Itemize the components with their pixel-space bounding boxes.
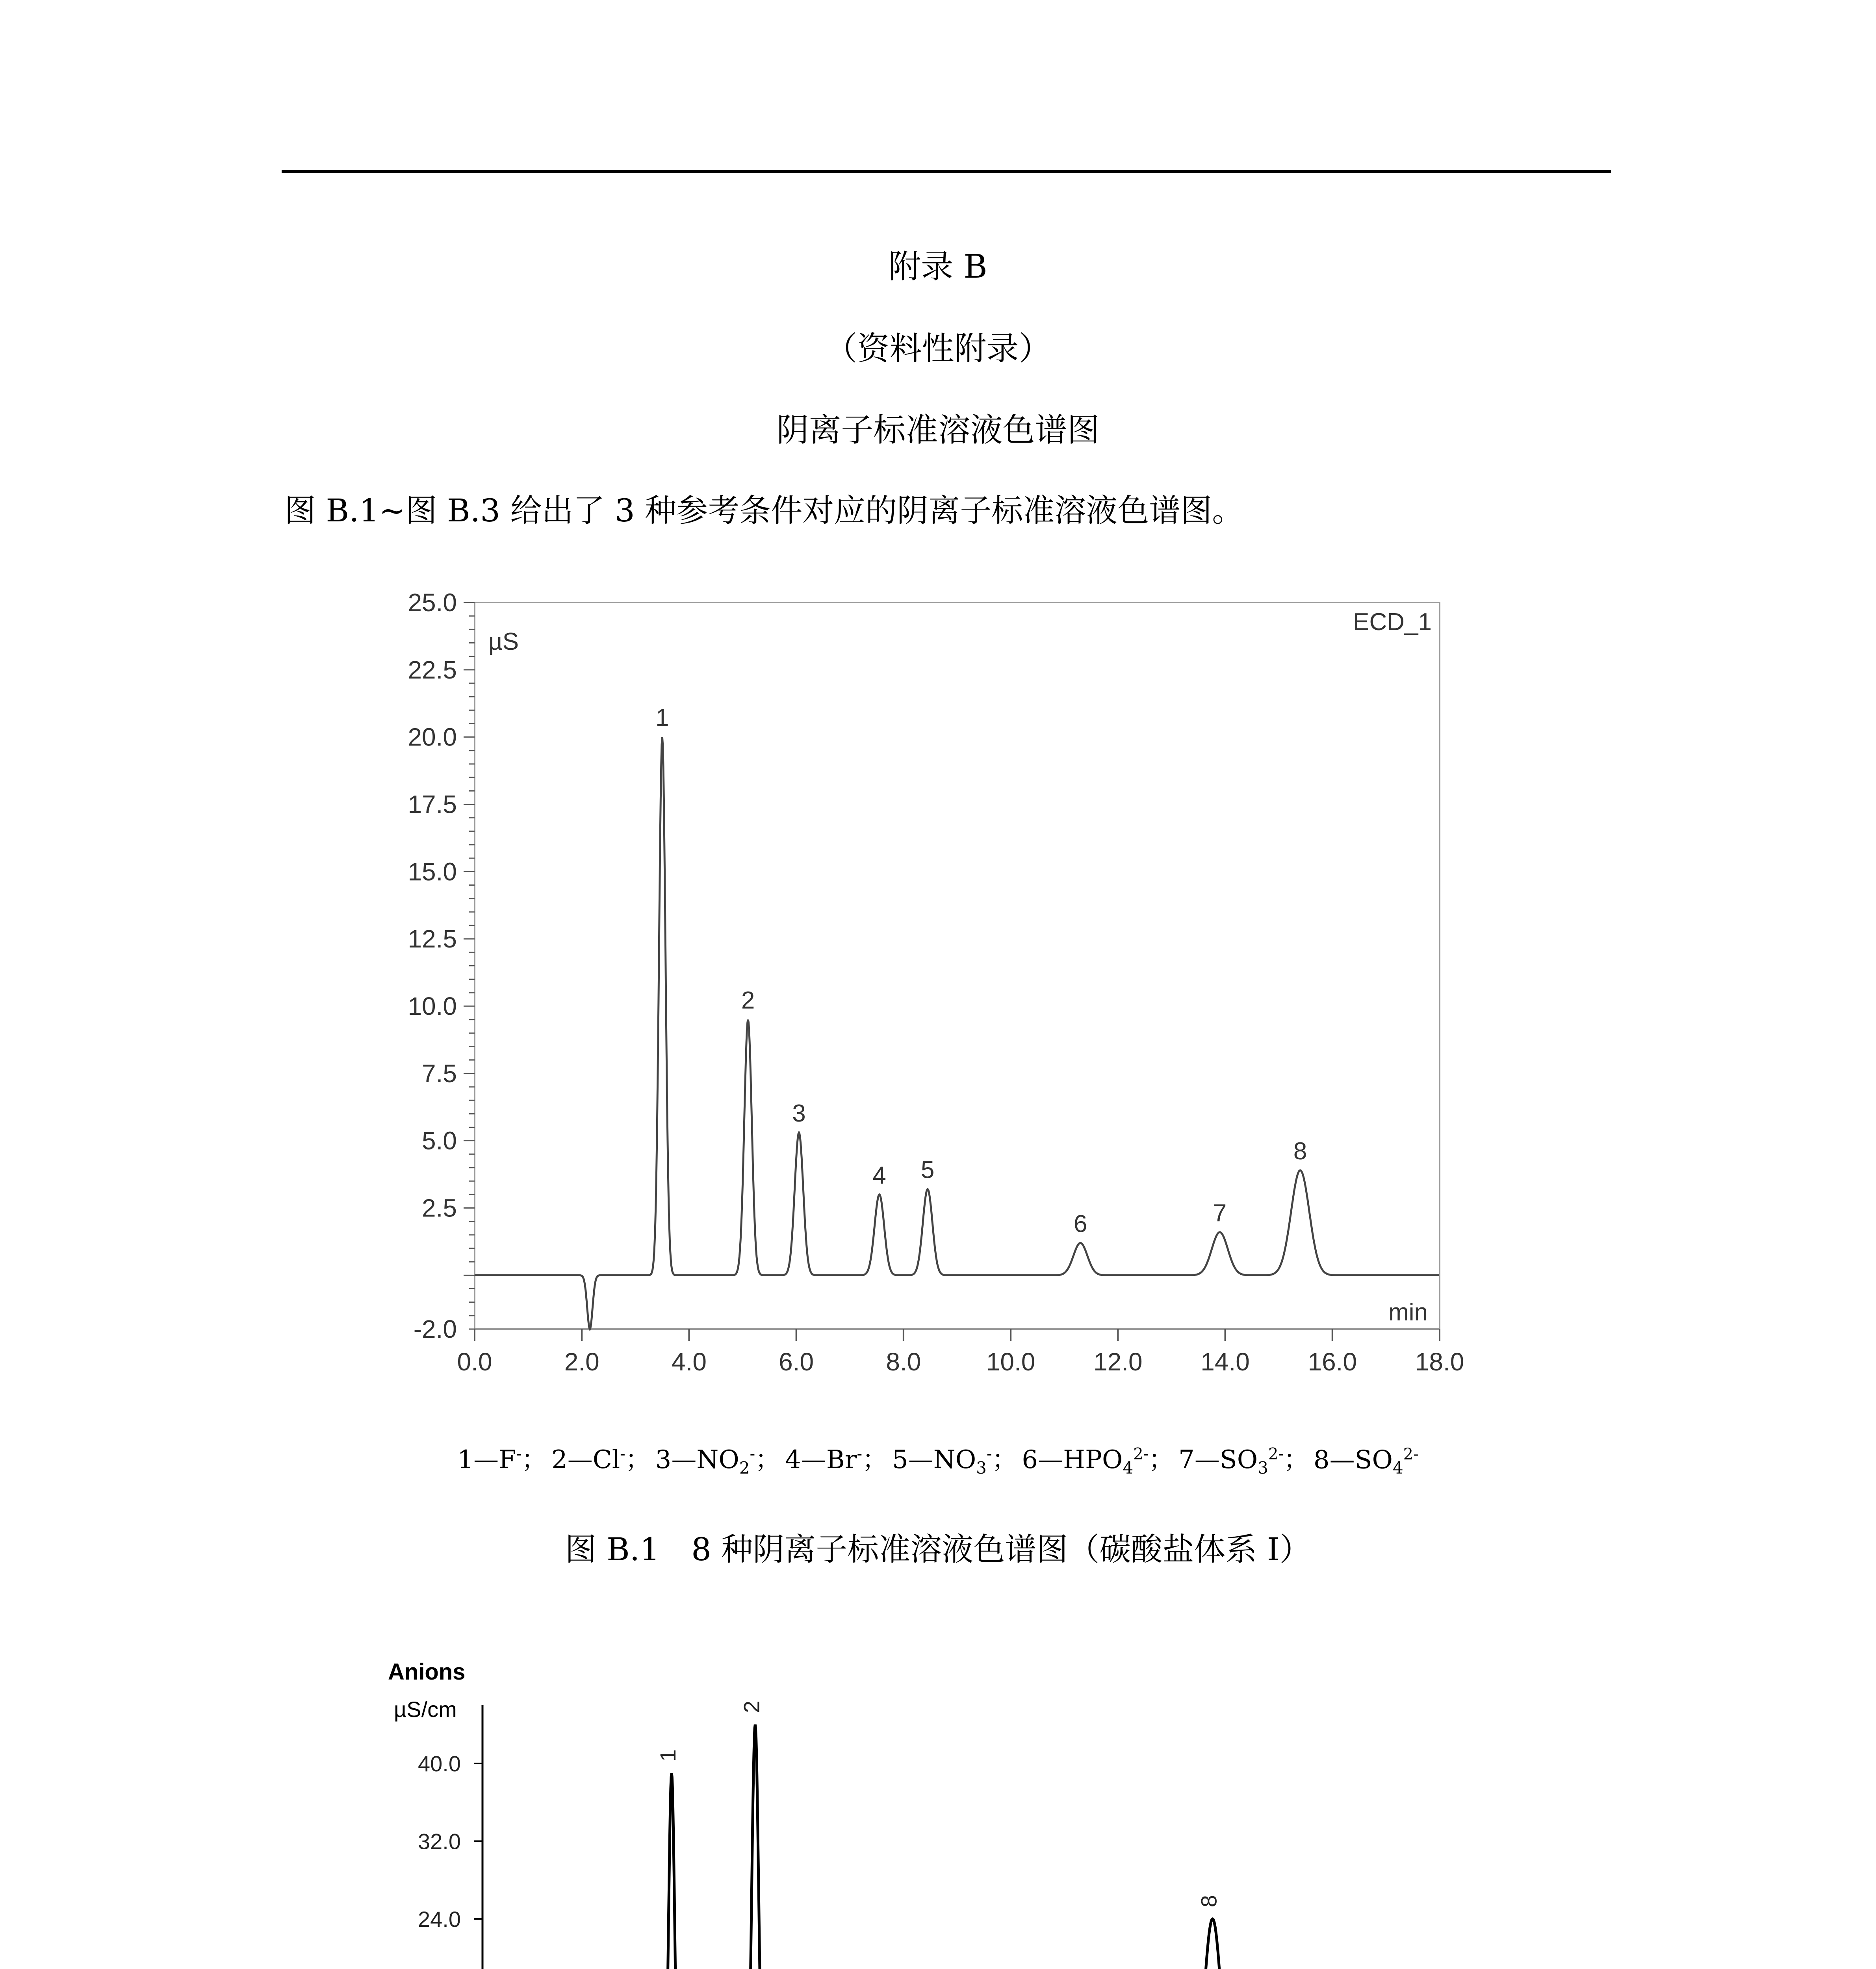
y-tick-label: 25.0 (408, 588, 457, 617)
chart-title: Anions (388, 1659, 466, 1685)
legend-item-label: 3—NO (655, 1445, 739, 1474)
x-tick-label: 2.0 (564, 1348, 599, 1376)
unit-label: µS/cm (394, 1697, 457, 1722)
legend-item-label: 4—Br (785, 1445, 857, 1474)
legend-item-subscript: 3 (976, 1458, 987, 1478)
figure-caption-b1: 图 B.1 8 种阴离子标准溶液色谱图（碳酸盐体系 I） (565, 1531, 1311, 1568)
legend-item-charge: - (986, 1445, 992, 1463)
y-tick-label: -2.0 (413, 1315, 457, 1343)
x-tick-label: 18.0 (1415, 1348, 1464, 1376)
legend-delimiter: ； (521, 1445, 547, 1474)
y-tick-label: 15.0 (408, 857, 457, 886)
legend-item-charge: 2- (1268, 1445, 1284, 1463)
x-unit-label: min (1388, 1299, 1428, 1326)
section-title: 阴离子标准溶液色谱图 (776, 412, 1100, 449)
legend-item-label: 2—Cl (551, 1445, 620, 1474)
peak-label: 8 (1196, 1895, 1221, 1908)
legend-delimiter: ； (755, 1445, 781, 1474)
legend-delimiter: ； (1149, 1445, 1174, 1474)
peak-label: 2 (741, 987, 755, 1014)
legend-delimiter: ； (625, 1445, 651, 1474)
series-line (482, 1724, 1538, 1969)
x-tick-label: 16.0 (1308, 1348, 1357, 1376)
legend-item-charge: - (620, 1445, 625, 1463)
y-tick-label: 40.0 (418, 1751, 461, 1776)
legend-item-charge: 2- (1133, 1445, 1149, 1463)
y-tick-label: 7.5 (422, 1059, 457, 1088)
legend-delimiter: ； (862, 1445, 887, 1474)
legend-delimiter: ； (992, 1445, 1017, 1474)
peak-label: 3 (792, 1100, 806, 1127)
peak-label: 6 (1073, 1210, 1087, 1238)
y-tick-label: 32.0 (418, 1829, 461, 1854)
legend-item-charge: - (857, 1445, 862, 1463)
peak-label: 1 (655, 1749, 681, 1762)
peak-label: 4 (872, 1162, 886, 1189)
legend-item-subscript: 4 (1123, 1458, 1134, 1478)
legend-item-label: 5—NO (892, 1445, 976, 1474)
intro-paragraph: 图 B.1~图 B.3 给出了 3 种参考条件对应的阴离子标准溶液色谱图。 (284, 492, 1244, 529)
y-tick-label: 2.5 (422, 1194, 457, 1222)
appendix-type: （资料性附录） (825, 330, 1051, 367)
y-tick-label: 17.5 (408, 790, 457, 819)
legend-item-label: 8—SO (1313, 1445, 1393, 1474)
y-tick-label: 5.0 (422, 1126, 457, 1155)
y-tick-label: 20.0 (408, 723, 457, 751)
legend-item-subscript: 4 (1392, 1458, 1403, 1478)
legend-delimiter: ； (1283, 1445, 1309, 1474)
x-tick-label: 14.0 (1201, 1348, 1250, 1376)
legend-item-subscript: 2 (739, 1458, 750, 1478)
x-tick-label: 6.0 (779, 1348, 814, 1376)
legend-item-label: 6—HPO (1022, 1445, 1123, 1474)
peak-label: 8 (1293, 1137, 1307, 1165)
channel-label: ECD_1 (1353, 608, 1432, 636)
appendix-title: 附录 B (889, 248, 987, 286)
legend-item-charge: - (516, 1445, 521, 1463)
legend-item-charge: - (750, 1445, 755, 1463)
legend-item-label: 7—SO (1178, 1445, 1258, 1474)
y-tick-label: 22.5 (408, 655, 457, 684)
x-tick-label: 0.0 (457, 1348, 492, 1376)
legend-item-charge: 2- (1403, 1445, 1419, 1463)
peak-label: 2 (739, 1700, 764, 1713)
legend-item-label: 1—F (457, 1445, 516, 1474)
unit-label: µS (488, 628, 519, 655)
x-tick-label: 10.0 (986, 1348, 1035, 1376)
peak-label: 7 (1213, 1200, 1227, 1227)
peak-label: 1 (655, 704, 669, 732)
x-tick-label: 12.0 (1093, 1348, 1143, 1376)
x-tick-label: 4.0 (671, 1348, 707, 1376)
y-tick-label: 24.0 (418, 1906, 461, 1932)
y-tick-label: 10.0 (408, 992, 457, 1020)
peak-label: 5 (920, 1156, 935, 1184)
legend-item-subscript: 3 (1258, 1458, 1268, 1478)
x-tick-label: 8.0 (886, 1348, 921, 1376)
y-tick-label: 12.5 (408, 925, 457, 953)
